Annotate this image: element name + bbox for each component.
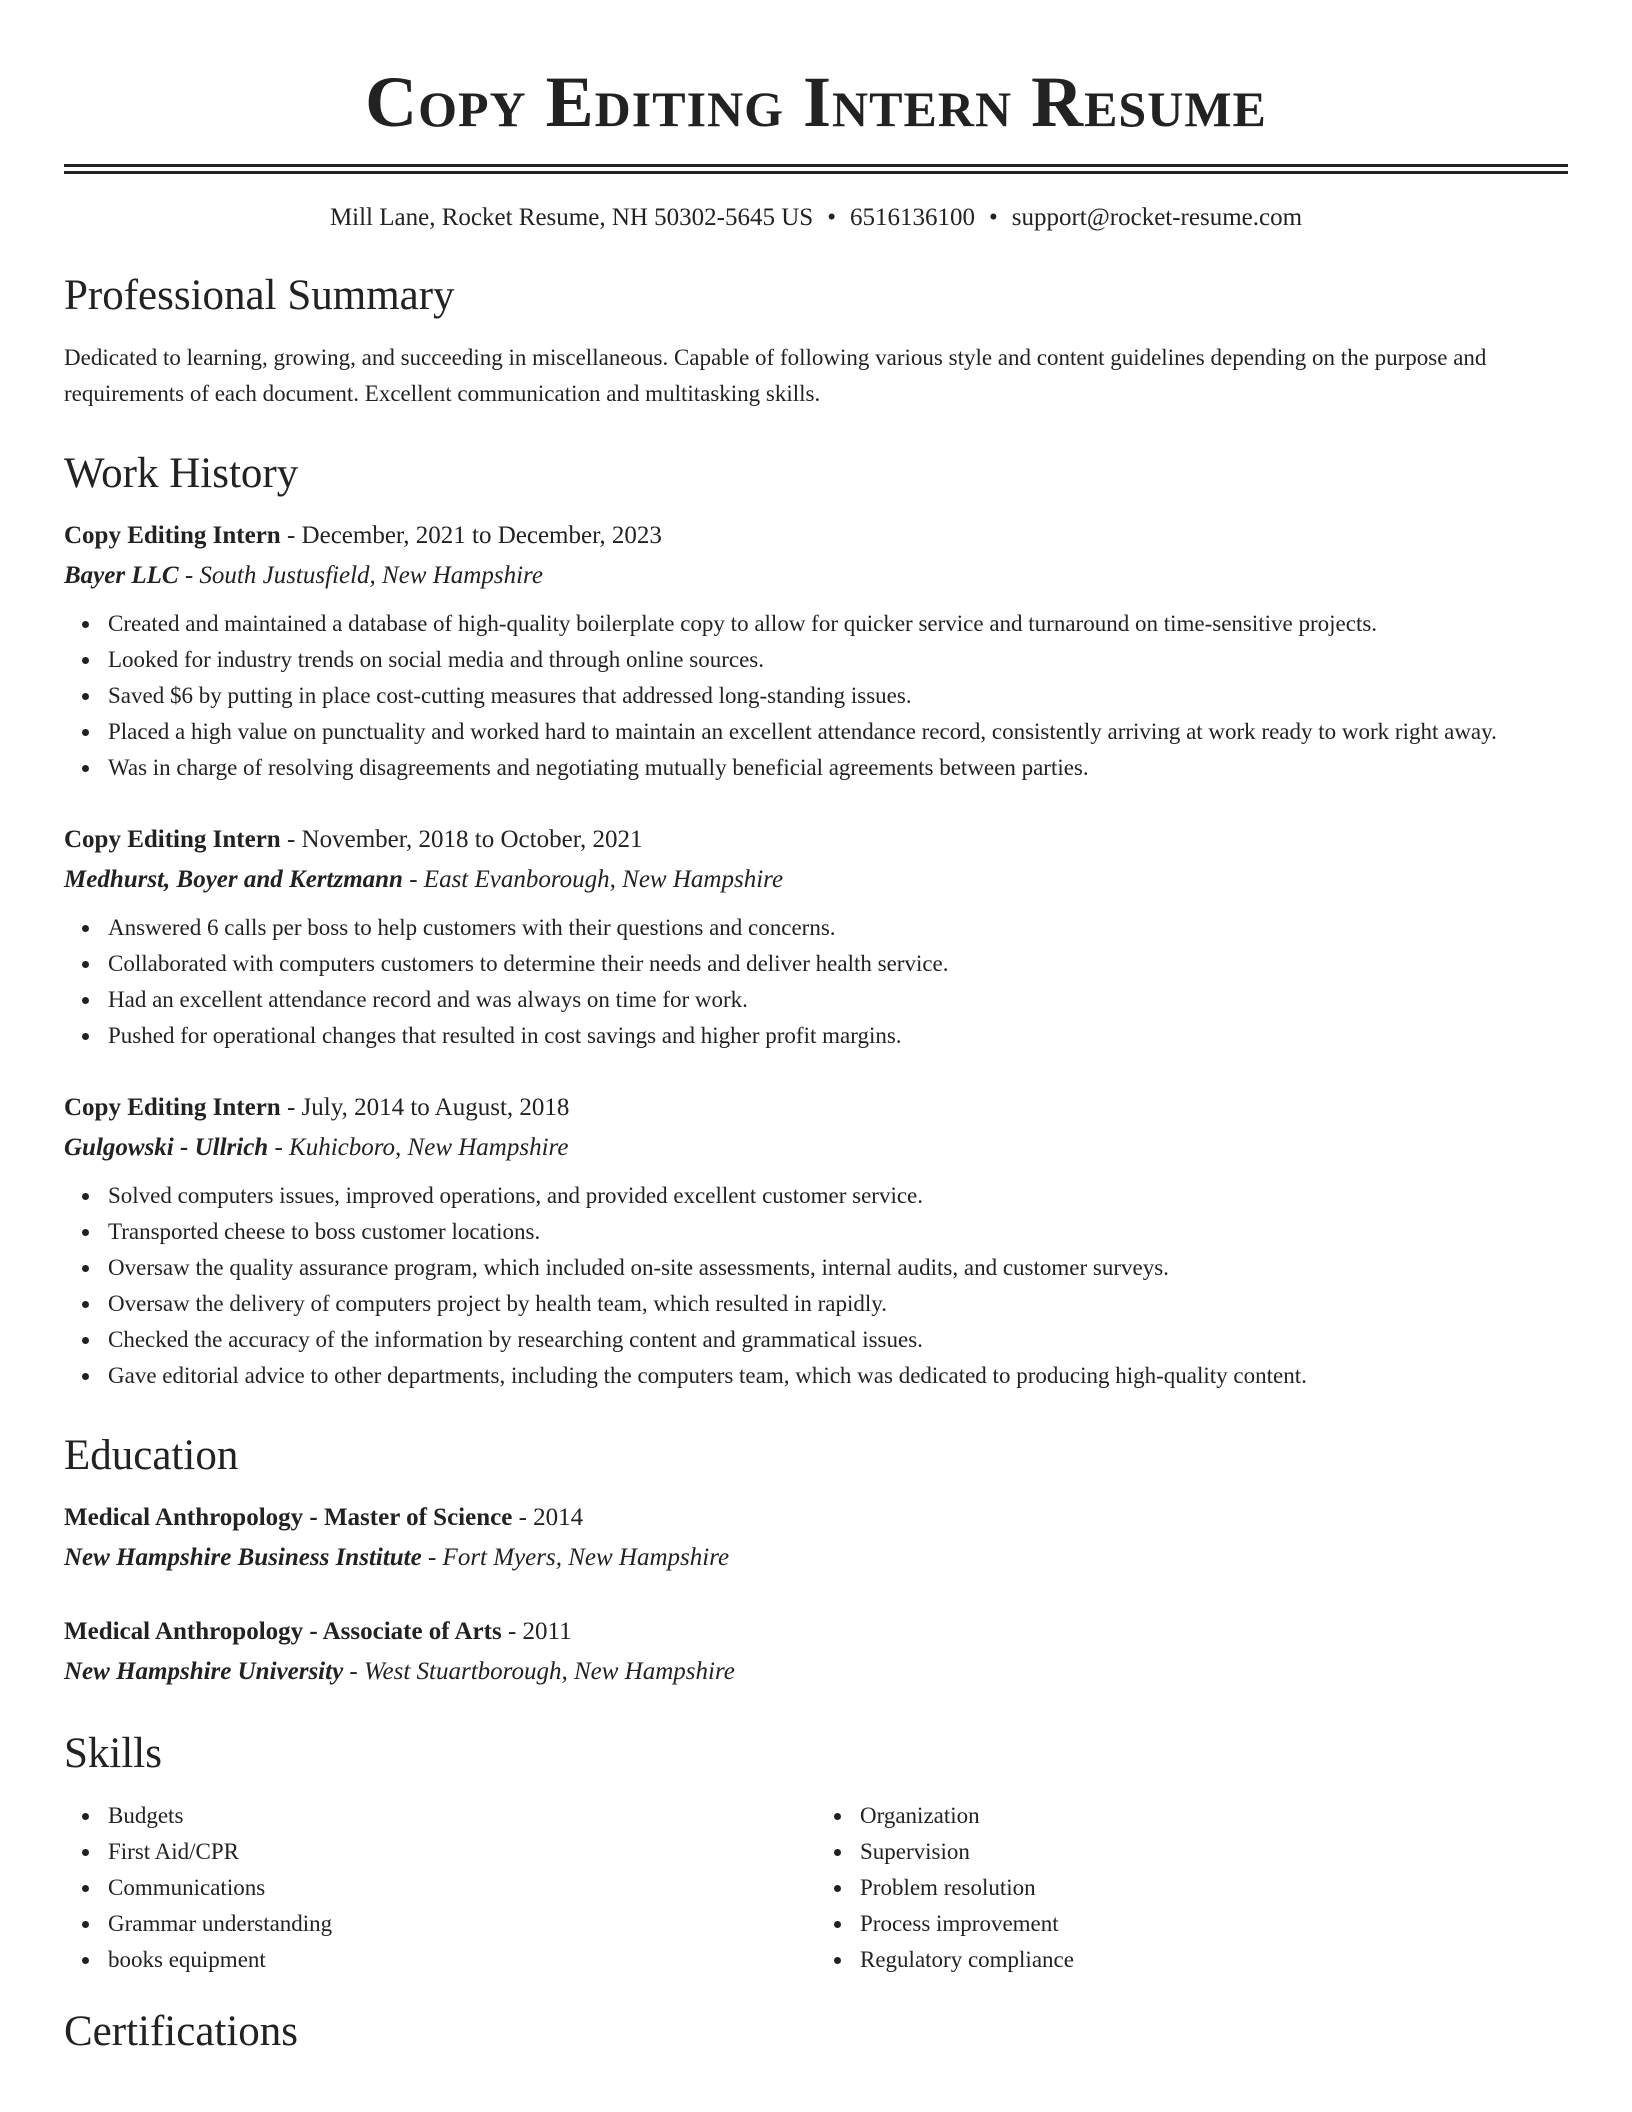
skill-item: Regulatory compliance <box>860 1942 1568 1978</box>
job-title: Copy Editing Intern <box>64 1094 281 1121</box>
job-bullets <box>64 910 1568 1054</box>
skill-item: Budgets <box>108 1798 816 1834</box>
skill-item: Grammar understanding <box>108 1906 816 1942</box>
school-name: New Hampshire University <box>64 1658 344 1685</box>
job-company: Gulgowski - Ullrich <box>64 1134 269 1161</box>
contact-phone: 6516136100 <box>849 204 975 231</box>
job-bullets <box>64 1178 1568 1394</box>
skill-item: Process improvement <box>860 1906 1568 1942</box>
title-double-rule <box>64 164 1568 174</box>
job-location: - Kuhicboro, New Hampshire <box>268 1134 569 1161</box>
list-item: Saved $6 by putting in place cost-cutting measures that addressed long-standing issues. <box>108 678 1568 714</box>
job-company: Medhurst, Boyer and Kertzmann <box>64 866 403 893</box>
degree-year: - 2011 <box>501 1618 572 1645</box>
job-location: - South Justusfield, New Hampshire <box>178 562 543 589</box>
list-item: Collaborated with computers customers to determine their needs and deliver health service. <box>108 946 1568 982</box>
job-company: Bayer LLC <box>64 562 179 589</box>
list-item: Placed a high value on punctuality and worked hard to maintain an excellent attendance record, consistently arriving at work ready to work right away. <box>108 714 1568 750</box>
work-history-heading: Work History <box>64 450 299 497</box>
skills-list-right <box>816 1798 1568 1978</box>
degree-year: - 2014 <box>512 1504 584 1531</box>
skill-item: Organization <box>860 1798 1568 1834</box>
skill-item: Supervision <box>860 1834 1568 1870</box>
job-location: - East Evanborough, New Hampshire <box>402 866 784 893</box>
skills-columns <box>64 1798 1568 1978</box>
skills-list-left <box>64 1798 816 1978</box>
education-entry <box>64 1498 1568 1578</box>
skill-item: Problem resolution <box>860 1870 1568 1906</box>
contact-address: Mill Lane, Rocket Resume, NH 50302-5645 US <box>329 204 814 231</box>
education-heading: Education <box>64 1432 239 1479</box>
school-location: - Fort Myers, New Hampshire <box>421 1544 730 1571</box>
skill-item: First Aid/CPR <box>108 1834 816 1870</box>
contact-line <box>64 202 1568 234</box>
job-dates: - July, 2014 to August, 2018 <box>280 1094 570 1121</box>
contact-separator: • <box>827 204 836 231</box>
education-entry <box>64 1612 1568 1692</box>
job-bullets <box>64 606 1568 786</box>
summary-text: Dedicated to learning, growing, and succeeding in miscellaneous. Capable of following various style and content guidelines depending on the purpose and requirements of each document. Excellent communication and multitasking skills. <box>64 345 1487 406</box>
contact-separator: • <box>988 204 998 231</box>
resume-page <box>64 0 1568 2058</box>
list-item: Answered 6 calls per boss to help customers with their questions and concerns. <box>108 910 1568 946</box>
job-entry <box>64 820 1568 1054</box>
certifications-heading: Certifications <box>64 2008 299 2055</box>
degree-name: Medical Anthropology - Master of Science <box>64 1504 513 1531</box>
list-item: Had an excellent attendance record and was always on time for work. <box>108 982 1568 1018</box>
job-dates: - December, 2021 to December, 2023 <box>280 522 662 549</box>
job-entry <box>64 516 1568 786</box>
job-dates: - November, 2018 to October, 2021 <box>280 826 643 853</box>
summary-heading: Professional Summary <box>64 272 455 319</box>
skill-item: Communications <box>108 1870 816 1906</box>
skill-item: books equipment <box>108 1942 816 1978</box>
job-title: Copy Editing Intern <box>64 826 281 853</box>
list-item: Pushed for operational changes that resulted in cost savings and higher profit margins. <box>108 1018 1568 1054</box>
list-item: Solved computers issues, improved operations, and provided excellent customer service. <box>108 1178 1568 1214</box>
skills-heading: Skills <box>64 1730 162 1777</box>
contact-email: support@rocket-resume.com <box>1011 204 1303 231</box>
list-item: Oversaw the quality assurance program, which included on-site assessments, internal audits, and customer surveys. <box>108 1250 1568 1286</box>
list-item: Created and maintained a database of high-quality boilerplate copy to allow for quicker service and turnaround on time-sensitive projects. <box>108 606 1568 642</box>
list-item: Transported cheese to boss customer locations. <box>108 1214 1568 1250</box>
job-entry <box>64 1088 1568 1394</box>
list-item: Gave editorial advice to other departments, including the computers team, which was dedicated to producing high-quality content. <box>108 1358 1568 1394</box>
school-name: New Hampshire Business Institute <box>64 1544 422 1571</box>
list-item: Was in charge of resolving disagreements and negotiating mutually beneficial agreements between parties. <box>108 750 1568 786</box>
list-item: Checked the accuracy of the information by researching content and grammatical issues. <box>108 1322 1568 1358</box>
list-item: Looked for industry trends on social media and through online sources. <box>108 642 1568 678</box>
school-location: - West Stuartborough, New Hampshire <box>343 1658 735 1685</box>
degree-name: Medical Anthropology - Associate of Arts <box>64 1618 502 1645</box>
list-item: Oversaw the delivery of computers project by health team, which resulted in rapidly. <box>108 1286 1568 1322</box>
job-title: Copy Editing Intern <box>64 522 281 549</box>
resume-title: Copy Editing Intern Resume <box>365 62 1267 142</box>
